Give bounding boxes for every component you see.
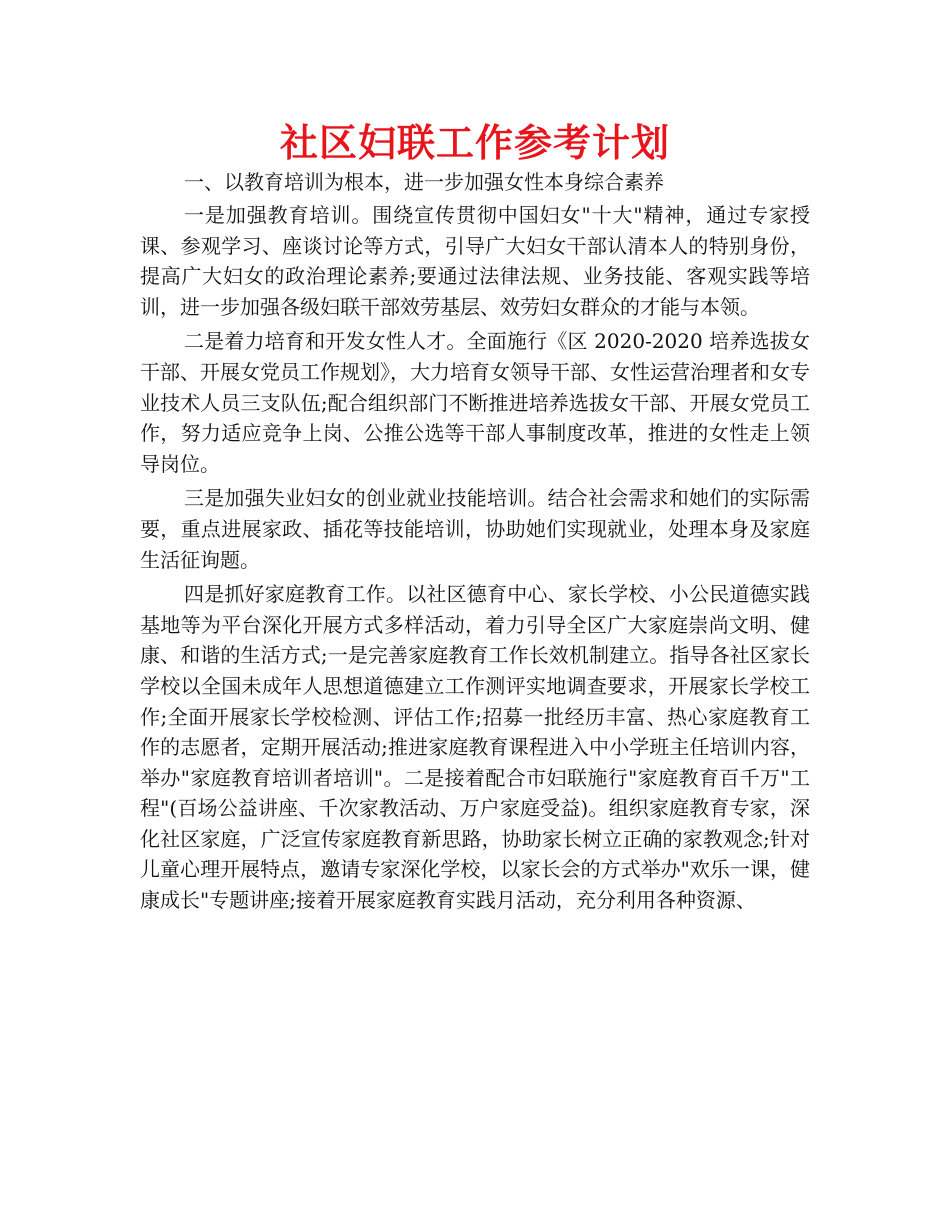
paragraph-1: 一是加强教育培训。围绕宣传贯彻中国妇女"十大"精神，通过专家授课、参观学习、座谈讨论等方式，引导广大妇女干部认清本人的特别身份，提高广大妇女的政治理论素养;要通过法律法规、业务技能、客观实践等培训，进一步加强各级妇联干部效劳基层、效劳妇女群众的才能与本领。	[140, 203, 810, 319]
document-title: 社区妇联工作参考计划	[279, 121, 670, 165]
section-heading: 一、以教育培训为根本，进一步加强女性本身综合素养	[184, 170, 664, 194]
document-page	[140, 118, 810, 916]
paragraph-3: 三是加强失业妇女的创业就业技能培训。结合社会需求和她们的实际需要，重点进展家政、插花等技能培训，协助她们实现就业，处理本身及家庭生活征询题。	[140, 486, 810, 572]
paragraph-4: 四是抓好家庭教育工作。以社区德育中心、家长学校、小公民道德实践基地等为平台深化开展方式多样活动，着力引导全区广大家庭崇尚文明、健康、和谐的生活方式;一是完善家庭教育工作长效机制建立。指导各社区家长学校以全国未成年人思想道德建立工作测评实地调查要求，开展家长学校工作;全面开展家长学校检测、评估工作;招募一批经历丰富、热心家庭教育工作的志愿者，定期开展活动;推进家庭教育课程进入中小学班主任培训内容，举办"家庭教育培训者培训"。二是接着配合市妇联施行"家庭教育百千万"工程"(百场公益讲座、千次家教活动、万户家庭受益)。组织家庭教育专家，深化社区家庭，广泛宣传家庭教育新思路，协助家长树立正确的家教观念;针对儿童心理开展特点，邀请专家深化学校，以家长会的方式举办"欢乐一课，健康成长"专题讲座;接着开展家庭教育实践月活动，充分利用各种资源、	[140, 582, 810, 913]
paragraph-2: 二是着力培育和开发女性人才。全面施行《区 2020-2020 培养选拔女干部、开展女党员工作规划》，大力培育女领导干部、女性运营治理者和女专业技术人员三支队伍;配合组织部门不断推进培养选拔女干部、开展女党员工作，努力适应竞争上岗、公推公选等干部人事制度改革，推进的女性走上领导岗位。	[140, 329, 810, 476]
